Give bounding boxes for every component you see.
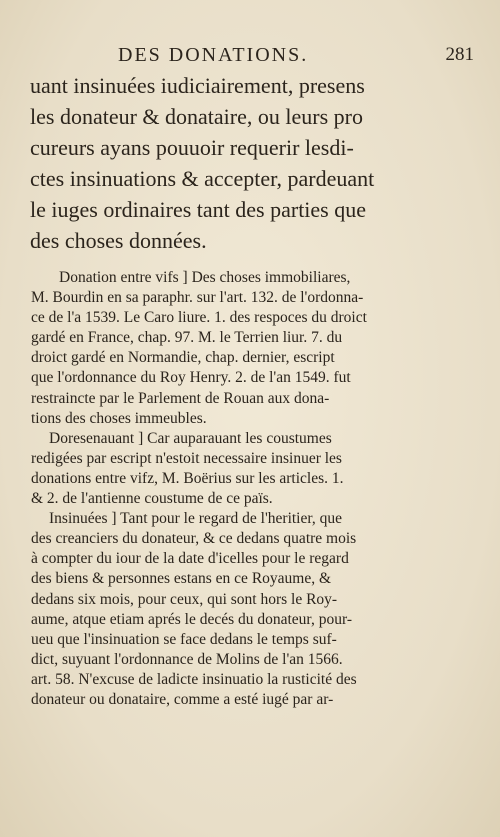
note-line: des creanciers du donateur, & ce dedans quatre mois [31, 530, 357, 548]
main-text-block [30, 70, 425, 256]
running-title: DES DONATIONS. [118, 44, 309, 66]
note-line: ce de l'a 1539. Le Caro liure. 1. des respoces du droict [31, 309, 367, 327]
main-text-line: cureurs ayans pouuoir requerir lesdi- [30, 135, 354, 160]
note-line: ueu que l'insinuation se face dedans le temps suf- [31, 630, 337, 648]
note-line: art. 58. N'excuse de ladicte insinuatio la rusticité des [31, 670, 357, 688]
commentary-block [31, 268, 424, 710]
note-line: gardé en France, chap. 97. M. le Terrien liur. 7. du [31, 329, 343, 347]
note-line: dedans six mois, pour ceux, qui sont hors le Roy- [31, 590, 338, 608]
note-line: que l'ordonnance du Roy Henry. 2. de l'an 1549. fut [31, 369, 351, 387]
main-text-line: ctes insinuations & accepter, pardeuant [30, 166, 375, 191]
note-line: redigées par escript n'estoit necessaire insinuer les [31, 449, 342, 467]
running-header [118, 44, 474, 67]
note-line: Insinuées ] Tant pour le regard de l'heritier, que [49, 510, 343, 528]
note-line: M. Bourdin en sa paraphr. sur l'art. 132. de l'ordonna- [31, 289, 364, 307]
note-line: donations entre vifz, M. Boërius sur les articles. 1. [31, 469, 344, 487]
note-line: tions des choses immeubles. [31, 409, 207, 427]
note-line: à compter du iour de la date d'icelles pour le regard [31, 550, 349, 568]
main-text-line: des choses données. [30, 228, 207, 253]
note-line: Doresenauant ] Car auparauant les coustumes [49, 429, 332, 447]
main-text-line: uant insinuées iudiciairement, presens [30, 73, 365, 98]
note-line: & 2. de l'antienne coustume de ce païs. [31, 490, 273, 508]
note-line: aume, atque etiam aprés le decés du donateur, pour- [31, 610, 352, 628]
note-line: Donation entre vifs ] Des choses immobiliares, [59, 269, 351, 286]
page-number: 281 [445, 44, 474, 65]
note-line: droict gardé en Normandie, chap. dernier, escript [31, 349, 335, 367]
main-text-line: les donateur & donataire, ou leurs pro [30, 104, 363, 129]
note-line: des biens & personnes estans en ce Royaume, & [31, 570, 332, 588]
note-line: restraincte par le Parlement de Rouan aux dona- [31, 389, 330, 407]
note-line: dict, suyuant l'ordonnance de Molins de l'an 1566. [31, 650, 343, 668]
note-line: donateur ou donataire, comme a esté iugé par ar- [31, 690, 334, 708]
main-text-line: le iuges ordinaires tant des parties que [30, 197, 367, 222]
